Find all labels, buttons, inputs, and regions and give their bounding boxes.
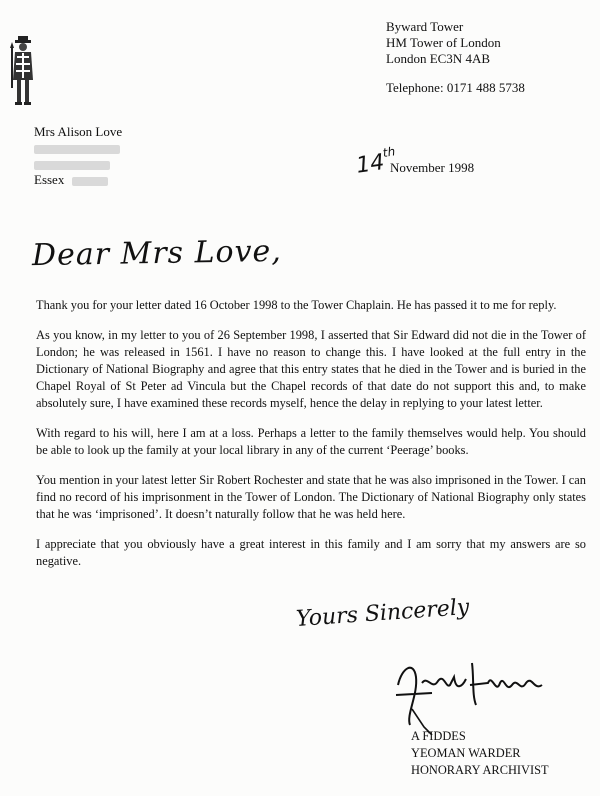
sender-line-2: HM Tower of London	[386, 35, 501, 50]
body-paragraph: I appreciate that you obviously have a great interest in this family and I am sorry that my answers are so negative.	[36, 537, 586, 568]
signatory-name: A FIDDES	[411, 729, 466, 743]
yeoman-warder-crest-icon	[10, 36, 36, 108]
salutation-handwritten: Dear Mrs Love,	[31, 233, 283, 274]
redaction-mark	[34, 161, 110, 170]
handwritten-signature	[392, 655, 552, 735]
redaction-mark	[72, 177, 108, 186]
date-day-suffix: th	[381, 144, 397, 160]
body-paragraph: With regard to his will, here I am at a loss. Perhaps a letter to the family themselves would help. You should be able to look up the family at your local library in any of the current ‘Peerage’ books.	[36, 426, 586, 457]
recipient-county-line	[34, 172, 122, 188]
recipient-address	[34, 124, 122, 188]
signature-block	[411, 728, 549, 779]
closing-handwritten: Yours Sincerely	[295, 594, 471, 633]
sender-telephone: Telephone: 0171 488 5738	[386, 80, 525, 95]
date-day-number: 14	[354, 150, 386, 179]
body-paragraph: As you know, in my letter to you of 26 September 1998, I asserted that Sir Edward did not die in the Tower of London; he was released in 1561. I have no reason to change this. I have looked at the full entry in the Dictionary of National Biography and agree that this entry states that he died in the Tower and is buried in the Chapel Royal of St Peter ad Vincula but the Chapel records of that date do not support this and, to make absolutely sure, I have examined these records myself, hence the delay in replying to your latest letter.	[36, 328, 586, 410]
recipient-county: Essex	[34, 172, 65, 187]
signatory-title: YEOMAN WARDER	[411, 746, 521, 760]
redacted-line	[34, 140, 122, 156]
sender-line-3: London EC3N 4AB	[386, 51, 490, 66]
signatory-title: HONORARY ARCHIVIST	[411, 763, 549, 777]
redaction-mark	[34, 145, 120, 154]
sender-line-1: Byward Tower	[386, 19, 464, 34]
body-paragraph: You mention in your latest letter Sir Robert Rochester and state that he was also imprisoned in the Tower. I can find no record of his imprisonment in the Tower of London. The Dictionary of National Biography only states that he was ‘imprisoned’. It doesn’t naturally follow that he was held here.	[36, 473, 586, 521]
date-month-year: November 1998	[390, 160, 475, 175]
sender-address	[386, 19, 525, 96]
redacted-line	[34, 156, 122, 172]
body-paragraph: Thank you for your letter dated 16 October 1998 to the Tower Chaplain. He has passed it to me for reply.	[36, 298, 557, 312]
letter-body	[36, 297, 586, 583]
recipient-name: Mrs Alison Love	[34, 124, 123, 139]
